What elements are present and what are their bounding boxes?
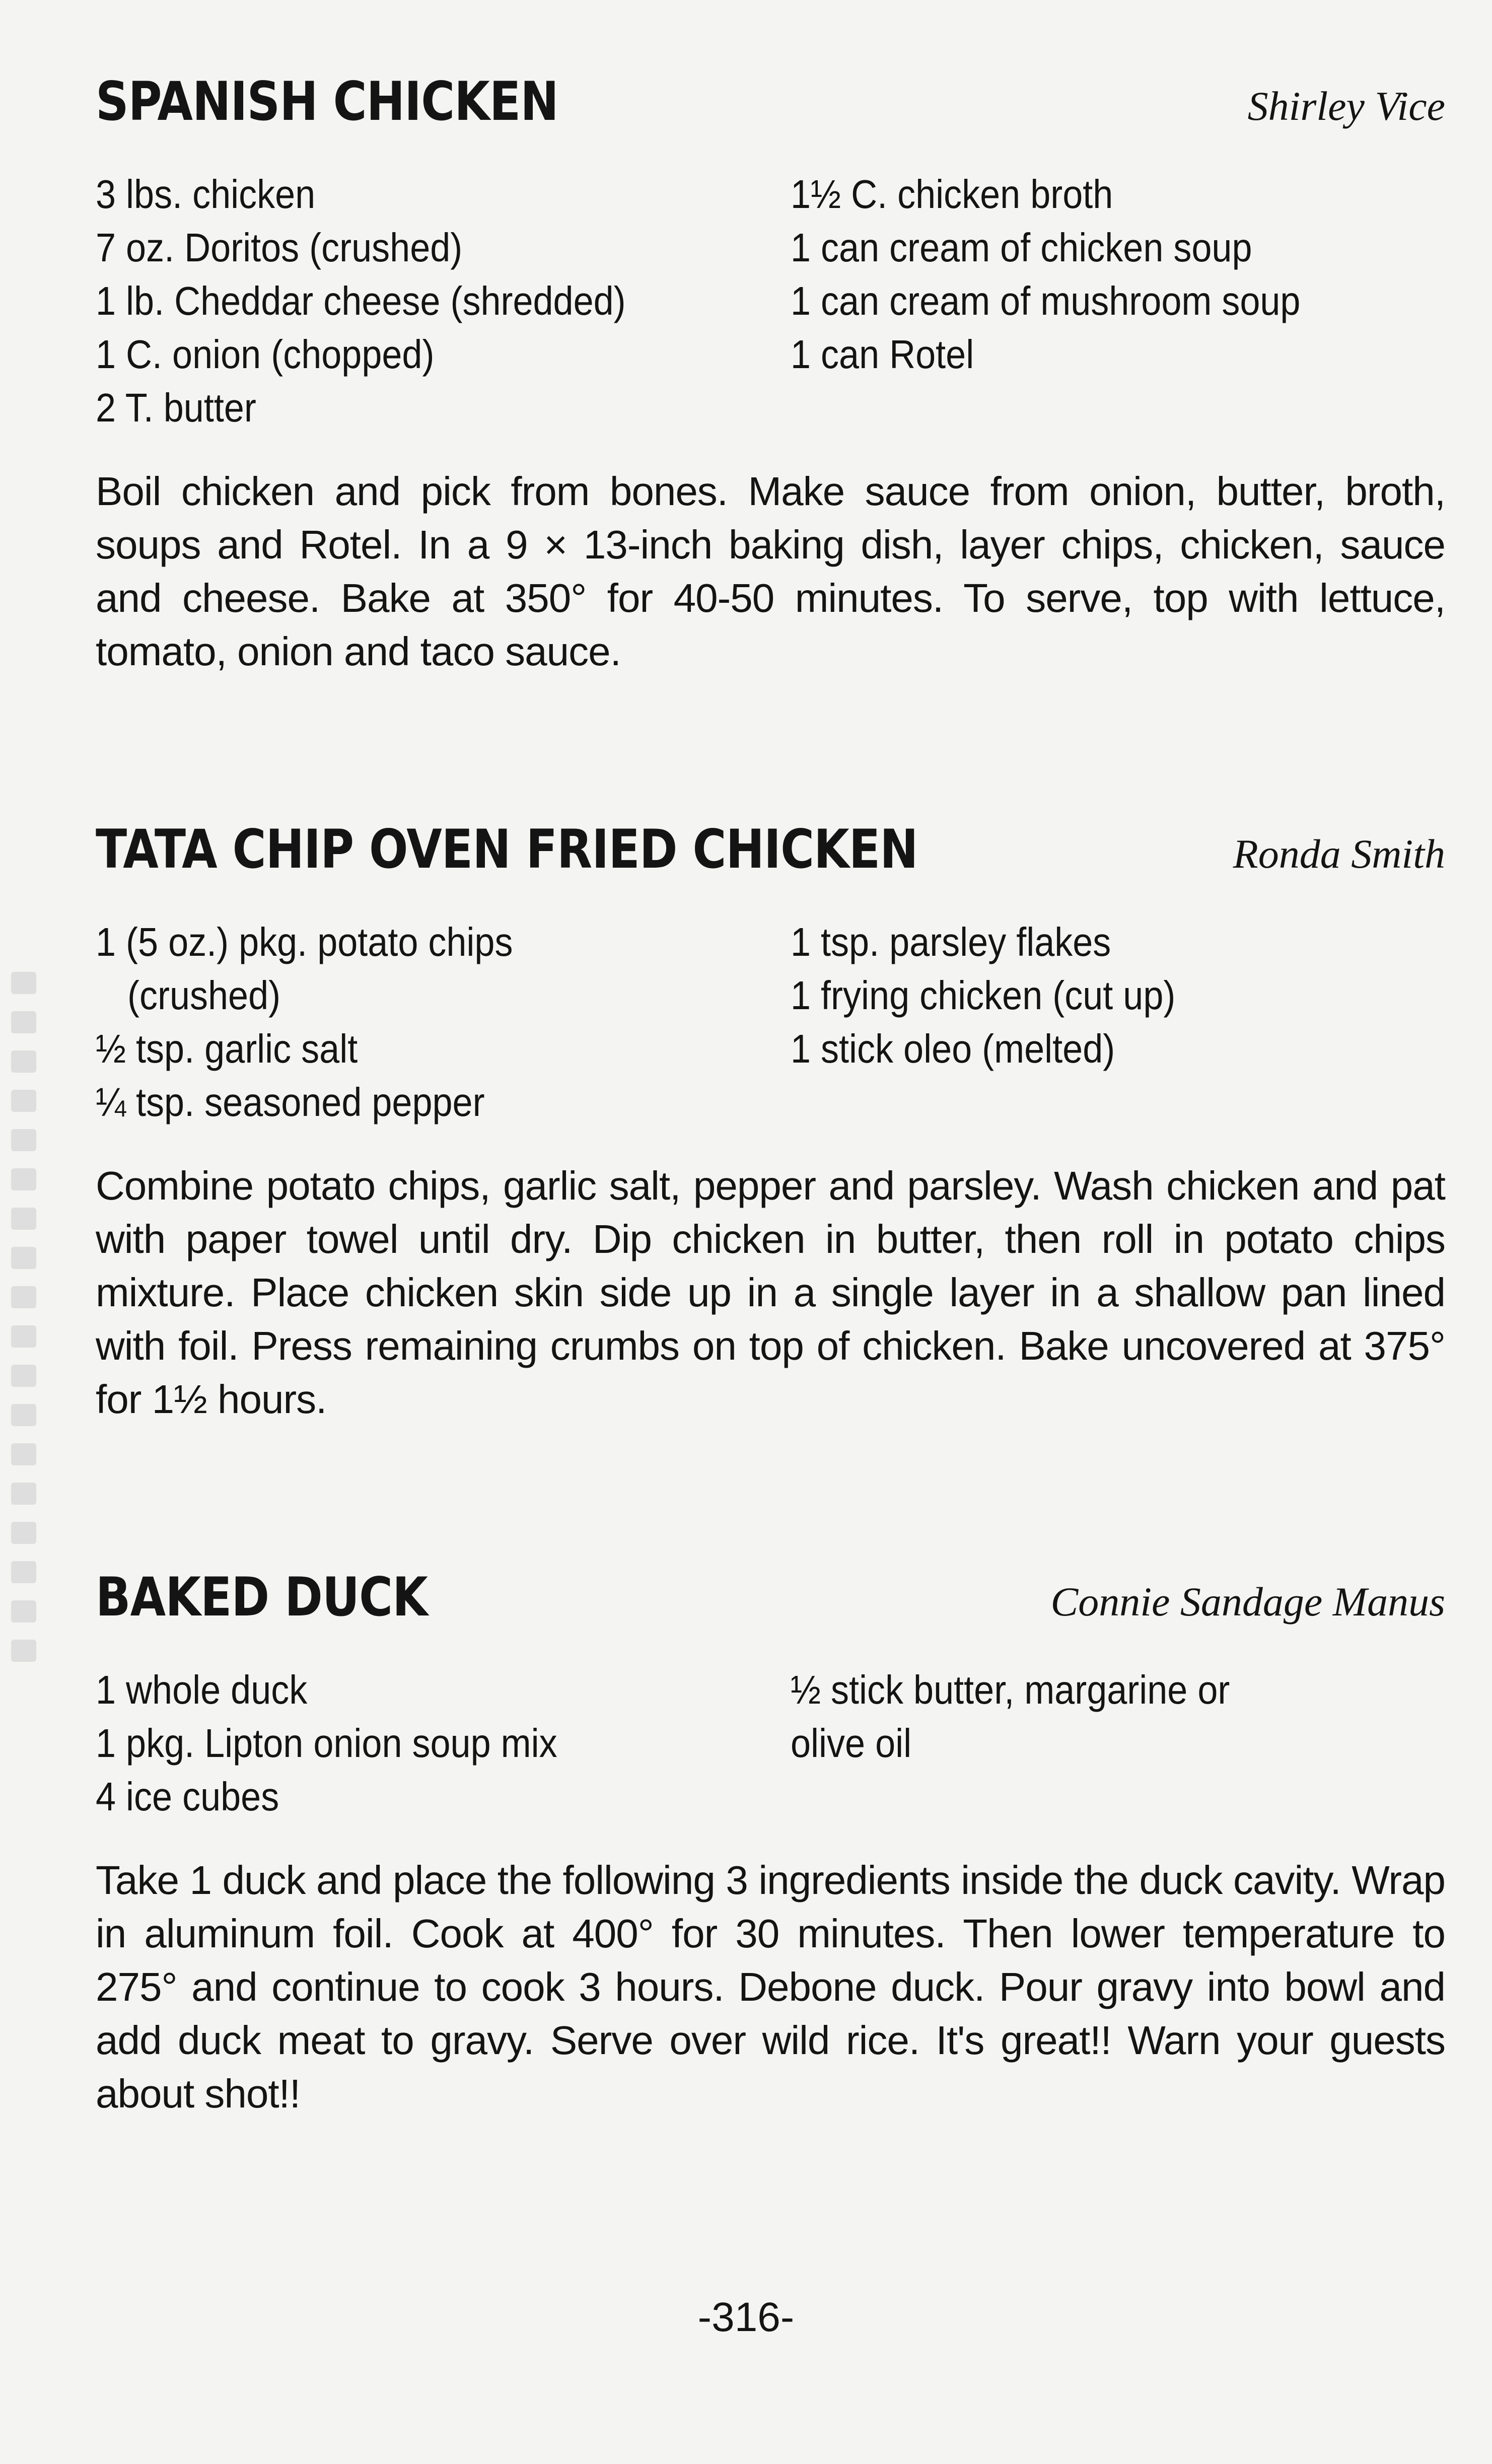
ingredient-item: 1 lb. Cheddar cheese (shredded) <box>96 278 626 323</box>
ingredient-item: 7 oz. Doritos (crushed) <box>96 225 463 270</box>
ingredient-item: 1 whole duck <box>96 1667 308 1712</box>
recipe-header <box>96 818 1445 880</box>
ingredient-item: 1 frying chicken (cut up) <box>791 973 1176 1018</box>
ingredients-right-column <box>791 1663 1445 1823</box>
recipe-baked-duck <box>96 1566 1445 2161</box>
ingredient-item: 1 can cream of mushroom soup <box>791 278 1301 323</box>
ingredient-item: ¼ tsp. seasoned pepper <box>96 1080 485 1124</box>
recipe-directions: Boil chicken and pick from bones. Make sauce from onion, butter, broth, soups and Rotel. In a 9 × 13-inch baking dish, layer chips, chicken, sauce and cheese. Bake at 350° for 40-50 minutes. To serve, top with lettuce, tomato, onion and taco sauce. <box>96 469 1445 674</box>
ingredient-item: ½ tsp. garlic salt <box>96 1026 358 1071</box>
ingredient-item: 4 ice cubes <box>96 1774 279 1819</box>
recipe-author: Connie Sandage Manus <box>1050 1579 1445 1625</box>
ingredient-item: 1 stick oleo (melted) <box>791 1026 1115 1071</box>
ingredient-item: 1 can cream of chicken soup <box>791 225 1252 270</box>
ingredient-item: 1½ C. chicken broth <box>791 172 1113 217</box>
recipe-title: TATA CHIP OVEN FRIED CHICKEN <box>96 818 918 880</box>
ingredients-left-column <box>96 1663 791 1823</box>
ingredient-item: 1 can Rotel <box>791 332 974 377</box>
ingredient-item: ½ stick butter, margarine or <box>791 1667 1230 1712</box>
ingredient-item: 1 tsp. parsley flakes <box>791 920 1111 964</box>
ingredient-item: (crushed) <box>127 973 281 1018</box>
ingredients-right-column <box>791 168 1445 435</box>
ingredient-item: olive oil <box>791 1721 912 1766</box>
ingredient-item: 1 (5 oz.) pkg. potato chips <box>96 920 513 964</box>
ingredients-list <box>96 1663 1445 1823</box>
recipe-directions: Combine potato chips, garlic salt, pepper and parsley. Wash chicken and pat with paper towel until dry. Dip chicken in butter, then roll in potato chips mixture. Place chicken skin side up in a single layer in a shallow pan lined with foil. Press remaining crumbs on top of chicken. Bake uncovered at 375° for 1½ hours. <box>96 1163 1445 1422</box>
recipe-author: Ronda Smith <box>1233 831 1445 877</box>
recipe-title: SPANISH CHICKEN <box>96 71 558 132</box>
recipe-directions: Take 1 duck and place the following 3 ingredients inside the duck cavity. Wrap in aluminum foil. Cook at 400° for 30 minutes. Then lower temperature to 275° and continue to cook 3 hours. Debone duck. Pour gravy into bowl and add duck meat to gravy. Serve over wild rice. It's great!! Warn your guests about shot!! <box>96 1858 1445 2116</box>
recipe-header <box>96 71 1445 132</box>
ingredients-left-column <box>96 916 791 1129</box>
recipe-tata-chip-oven-fried-chicken <box>96 818 1445 1466</box>
ingredients-list <box>96 916 1445 1129</box>
margin-bleed-marks <box>11 972 41 1662</box>
recipe-author: Shirley Vice <box>1247 83 1445 129</box>
ingredient-item: 3 lbs. chicken <box>96 172 316 217</box>
ingredients-left-column <box>96 168 791 435</box>
page-number: -316- <box>697 2294 795 2340</box>
ingredient-item: 1 pkg. Lipton onion soup mix <box>96 1721 557 1766</box>
ingredients-right-column <box>791 916 1445 1129</box>
ingredient-item: 2 T. butter <box>96 385 256 430</box>
recipe-title: BAKED DUCK <box>96 1566 428 1628</box>
ingredients-list <box>96 168 1445 435</box>
recipe-spanish-chicken <box>96 71 1445 719</box>
recipe-header <box>96 1566 1445 1628</box>
ingredient-item: 1 C. onion (chopped) <box>96 332 435 377</box>
